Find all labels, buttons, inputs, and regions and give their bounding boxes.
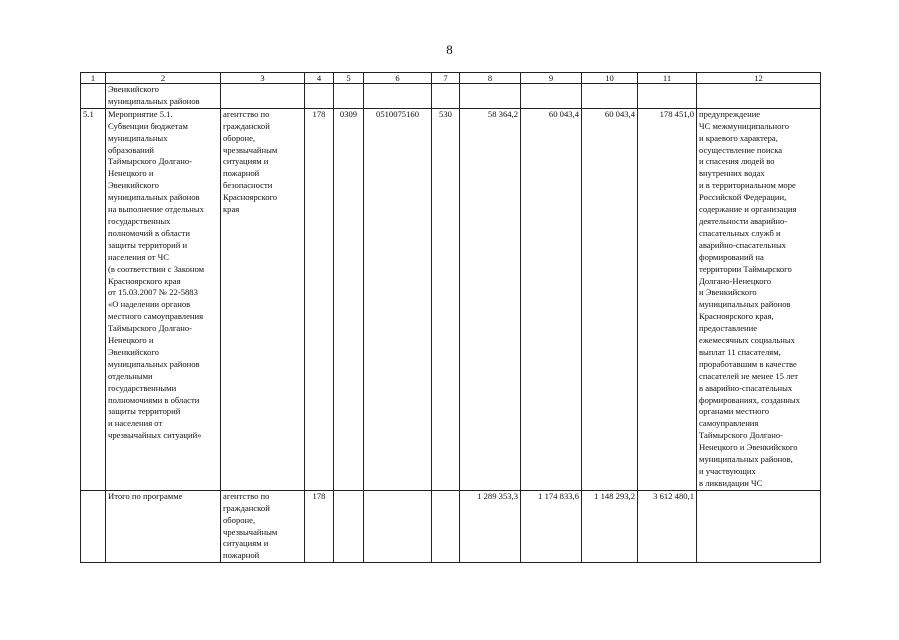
total-year3-cell: 1 148 293,2 — [582, 490, 638, 562]
column-number: 4 — [305, 73, 334, 84]
year1-amount-cell: 58 364,2 — [460, 108, 521, 490]
section-code-cell: 0309 — [334, 108, 364, 490]
total-agency-cell: агентство по гражданской обороне, чрезвычайным ситуациям и пожарной — [221, 490, 305, 562]
program-total-row — [81, 490, 821, 562]
year3-amount-cell: 60 043,4 — [582, 108, 638, 490]
column-number: 3 — [221, 73, 305, 84]
column-number: 8 — [460, 73, 521, 84]
total-sum-cell: 3 612 480,1 — [638, 490, 697, 562]
grbs-code-cell: 178 — [305, 108, 334, 490]
column-numbers-row — [81, 73, 821, 84]
continued-row — [81, 84, 821, 109]
year2-amount-cell: 60 043,4 — [521, 108, 582, 490]
page-number: 8 — [446, 42, 453, 57]
row-index-cell: 5.1 — [81, 108, 106, 490]
column-number: 6 — [364, 73, 432, 84]
column-number: 11 — [638, 73, 697, 84]
column-number: 7 — [432, 73, 460, 84]
column-number: 5 — [334, 73, 364, 84]
column-number: 10 — [582, 73, 638, 84]
target-article-cell: 0510075160 — [364, 108, 432, 490]
column-number: 12 — [697, 73, 821, 84]
continued-name-cell: Эвенкийского муниципальных районов — [106, 84, 221, 109]
measure-5-1-row — [81, 108, 821, 490]
expected-result-cell: предупреждение ЧС межмуниципального и краевого характера, осуществление поиска и спасения людей во внутренних водах и в территориальном море Российской Федерации, содержание и организация деятельности аварийно- спасательных служб и аварийно-спасательных формирований на территории Таймырского Долгано-Ненецкого и Эвенкийского муниципальных районов Красноярского края, предоставление ежемесячных социальных выплат 11 спасателям, проработавшим в качестве спасателей не менее 15 лет в аварийно-спасательных формированиях, созданных органами местного самоуправления Таймырского Долгано- Ненецкого и Эвенкийского муниципальных районов, и участвующих в ликвидации ЧС — [697, 108, 821, 490]
total-label-cell: Итого по программе — [106, 490, 221, 562]
total-grbs-cell: 178 — [305, 490, 334, 562]
total-year1-cell: 1 289 353,3 — [460, 490, 521, 562]
column-number: 1 — [81, 73, 106, 84]
program-table — [80, 72, 821, 563]
responsible-agency-cell: агентство по гражданской обороне, чрезвычайным ситуациям и пожарной безопасности Красноярского края — [221, 108, 305, 490]
expense-type-cell: 530 — [432, 108, 460, 490]
total-amount-cell: 178 451,0 — [638, 108, 697, 490]
total-year2-cell: 1 174 833,6 — [521, 490, 582, 562]
column-number: 2 — [106, 73, 221, 84]
column-number: 9 — [521, 73, 582, 84]
measure-name-cell: Мероприятие 5.1. Субвенции бюджетам муниципальных образований Таймырского Долгано- Ненецкого и Эвенкийского муниципальных районов на выполнение отдельных государственных полномочий в области защиты территорий и населения от ЧС (в соответствии с Законом Красноярского края от 15.03.2007 № 22-5883 «О наделении органов местного самоуправления Таймырского Долгано- Ненецкого и Эвенкийского муниципальных районов отдельными государственными полномочиями в области защиты территорий и населения от чрезвычайных ситуаций» — [106, 108, 221, 490]
